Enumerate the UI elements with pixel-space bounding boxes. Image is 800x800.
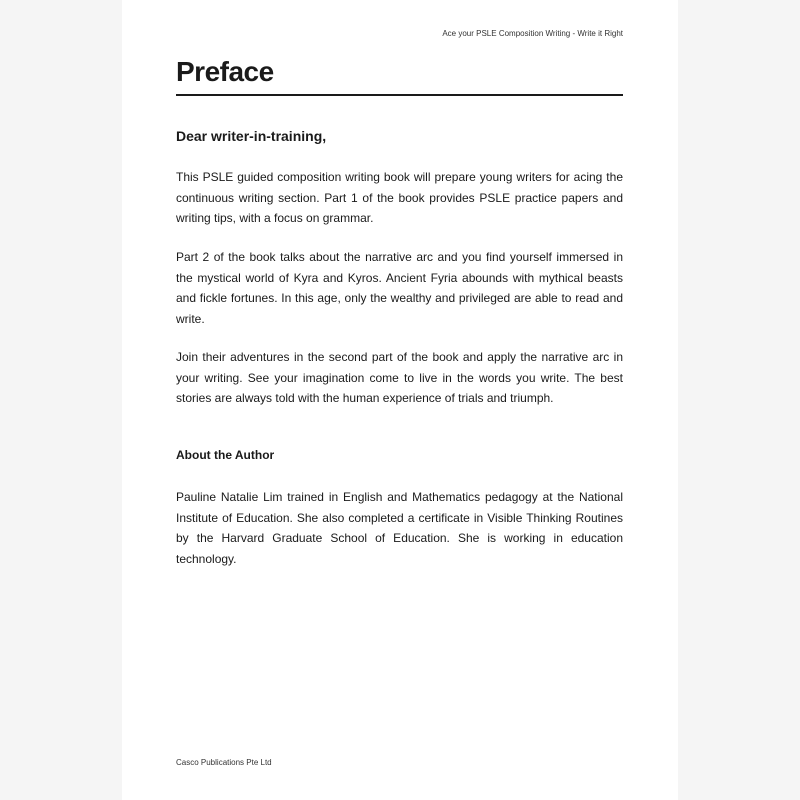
publisher-footer: Casco Publications Pte Ltd — [176, 758, 272, 767]
title-underline — [176, 94, 623, 96]
preface-paragraph-2: Part 2 of the book talks about the narrative arc and you find yourself immersed in the mystical world of Kyra and Kyros. Ancient Fyria abounds with mythical beasts and fickle fortunes. In this age, only the wealthy and privileged are able to read and write. — [176, 250, 623, 326]
about-author-paragraph: Pauline Natalie Lim trained in English and Mathematics pedagogy at the National Institute of Education. She also completed a certificate in Visible Thinking Routines by the Harvard Graduate School of Education. She is working in education technology. — [176, 490, 623, 566]
preface-paragraph-3: Join their adventures in the second part of the book and apply the narrative arc in your writing. See your imagination come to live in the words you write. The best stories are always told with the human experience of trials and triumph. — [176, 350, 623, 405]
document-page — [122, 0, 678, 800]
page-title: Preface — [176, 56, 274, 87]
about-author-heading: About the Author — [176, 448, 275, 462]
running-header: Ace your PSLE Composition Writing - Write it Right — [442, 29, 623, 38]
preface-paragraph-1: This PSLE guided composition writing book will prepare young writers for acing the continuous writing section. Part 1 of the book provides PSLE practice papers and writing tips, with a focus on grammar. — [176, 170, 623, 225]
greeting-heading: Dear writer-in-training, — [176, 128, 327, 144]
